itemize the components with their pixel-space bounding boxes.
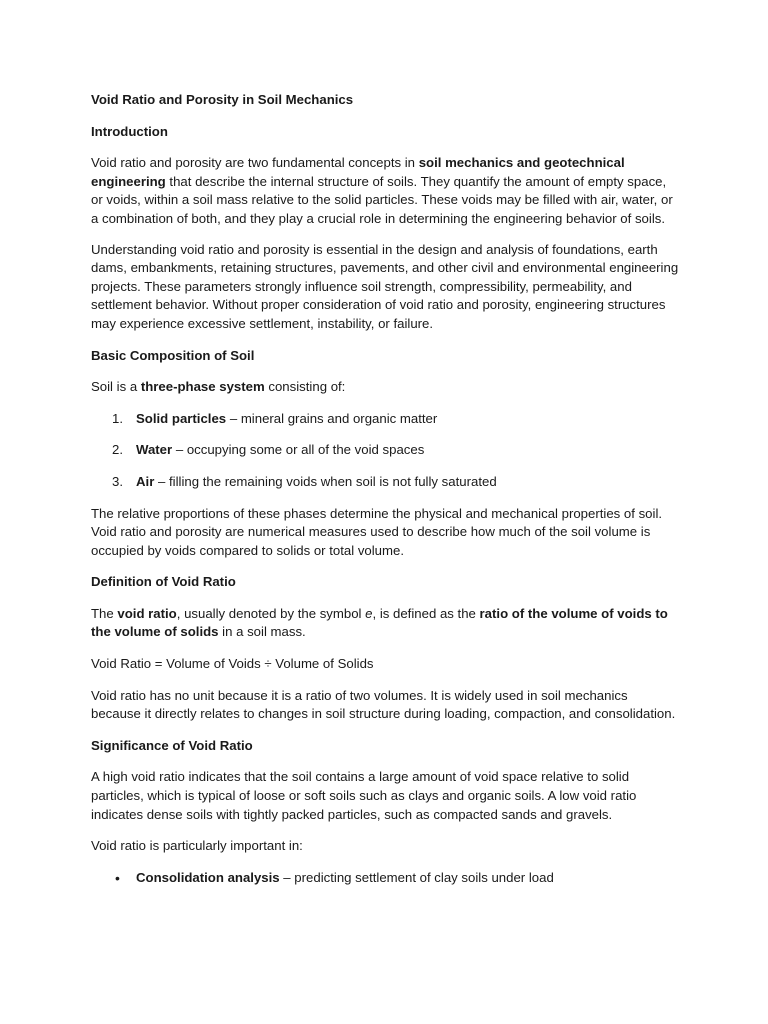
text-run: that describe the internal structure of soils. They quantify the amount of empty space, or voids, within a soil mass relative to the solid particles. These voids may be filled with air, water, or a combination of both, and they play a crucial role in determining the engineering behavior of soils. [91, 173, 673, 226]
text-run: The [91, 605, 118, 621]
void-ratio-formula: Void Ratio = Volume of Voids ÷ Volume of Solids [91, 656, 374, 672]
section-heading-definition: Definition of Void Ratio [91, 574, 236, 590]
text-run: Void ratio and porosity are two fundamental concepts in [91, 155, 419, 171]
list-term: Air [136, 473, 155, 489]
text-run: Soil is a [91, 379, 141, 395]
definition-paragraph [91, 605, 681, 642]
bold-run: void ratio [117, 605, 177, 621]
document-page [91, 91, 681, 887]
list-term: Consolidation analysis [136, 869, 280, 885]
document-title: Void Ratio and Porosity in Soil Mechanics [91, 92, 354, 107]
list-item [91, 869, 681, 888]
list-term: Water [136, 442, 173, 458]
list-number: 3. [112, 473, 123, 489]
significance-paragraph-2: Void ratio is particularly important in: [91, 838, 303, 854]
list-item [91, 410, 681, 429]
section-heading-significance: Significance of Void Ratio [91, 737, 253, 753]
composition-intro [91, 378, 681, 397]
composition-list [91, 410, 681, 492]
intro-paragraph-2: Understanding void ratio and porosity is essential in the design and analysis of foundations, earth dams, embankments, retaining structures, pavements, and other civil and environmental engineering projects. These parameters strongly influence soil strength, compressibility, permeability, and settlement behavior. Without proper consideration of void ratio and porosity, engineering structures may experience excessive settlement, instability, or failure. [91, 241, 679, 331]
italic-symbol: e [365, 605, 373, 621]
section-heading-composition: Basic Composition of Soil [91, 347, 255, 363]
list-desc: – filling the remaining voids when soil is not fully saturated [154, 473, 497, 489]
list-term: Solid particles [136, 410, 227, 426]
composition-paragraph: The relative proportions of these phases determine the physical and mechanical properties of soil. Void ratio and porosity are numerical measures used to describe how much of the soil volume is occupied by voids compared to solids or total volume. [91, 505, 663, 558]
list-desc: – occupying some or all of the void spaces [172, 442, 425, 458]
bold-run: three-phase system [140, 379, 265, 395]
intro-paragraph-1 [91, 154, 681, 228]
significance-paragraph-1: A high void ratio indicates that the soil contains a large amount of void space relative to solid particles, which is typical of loose or soft soils such as clays and organic soils. A low void ratio indicates dense soils with tightly packed particles, such as compacted sands and gravels. [91, 769, 637, 822]
text-run: , is defined as the [372, 605, 480, 621]
significance-list [91, 869, 681, 888]
bullet-icon: • [115, 869, 120, 886]
text-run: in a soil mass. [218, 624, 306, 640]
bold-run: ratio of the volume of voids to the volume of solids [91, 605, 668, 640]
list-number: 2. [112, 442, 123, 458]
definition-paragraph-2: Void ratio has no unit because it is a ratio of two volumes. It is widely used in soil mechanics because it directly relates to changes in soil structure during loading, compaction, and consolidation. [91, 687, 676, 722]
list-number: 1. [112, 410, 123, 426]
list-desc: – predicting settlement of clay soils under load [279, 869, 554, 885]
list-desc: – mineral grains and organic matter [226, 410, 438, 426]
text-run: , usually denoted by the symbol [176, 605, 366, 621]
list-item [91, 441, 681, 460]
section-heading-introduction: Introduction [91, 123, 168, 139]
list-item [91, 473, 681, 492]
text-run: consisting of: [264, 379, 346, 395]
bold-run: soil mechanics and geotechnical engineering [91, 155, 625, 189]
